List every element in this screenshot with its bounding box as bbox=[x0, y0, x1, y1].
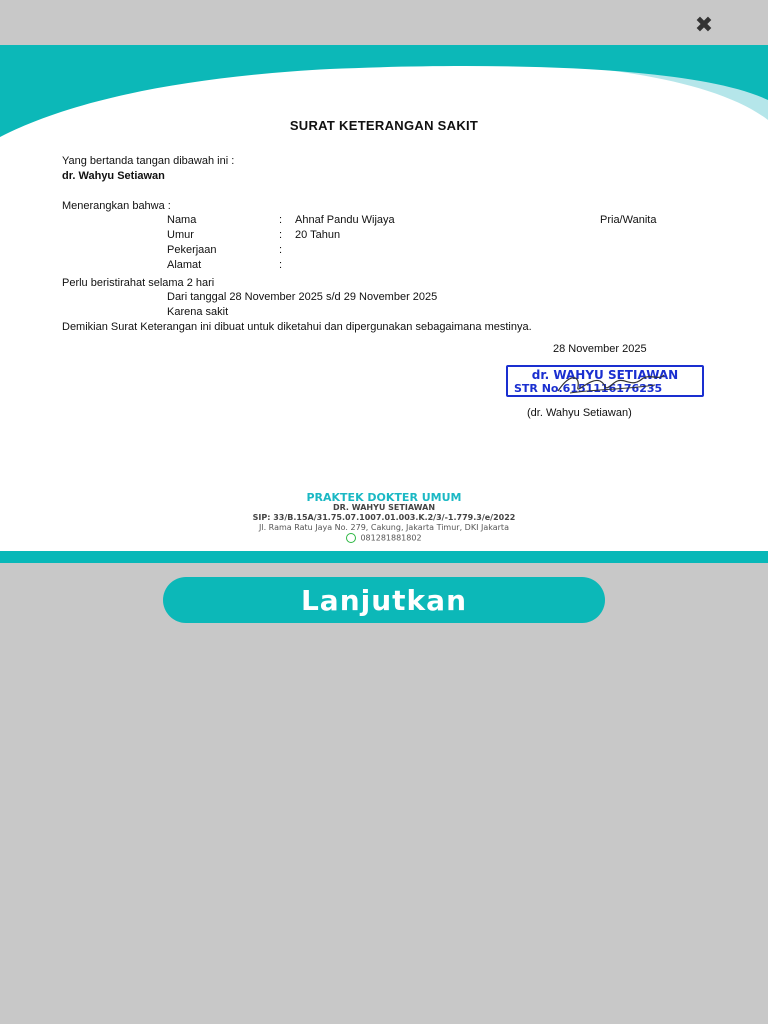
footer-phone-row bbox=[0, 533, 768, 543]
field-label-age: Umur bbox=[167, 229, 194, 241]
whatsapp-icon bbox=[346, 533, 356, 543]
close-button[interactable] bbox=[688, 12, 720, 38]
field-sep: : bbox=[279, 244, 283, 256]
field-label-job: Pekerjaan bbox=[167, 244, 217, 256]
field-sep: : bbox=[279, 214, 283, 226]
signer-name: (dr. Wahyu Setiawan) bbox=[527, 407, 632, 419]
field-label-address: Alamat bbox=[167, 259, 202, 271]
signature-scribble bbox=[550, 363, 670, 403]
doctor-name: dr. Wahyu Setiawan bbox=[62, 170, 165, 182]
stamp-str-number: STR No.6151116176235 bbox=[514, 382, 663, 395]
field-value-age: 20 Tahun bbox=[295, 229, 341, 241]
footer-doctor: DR. WAHYU SETIAWAN bbox=[332, 503, 436, 512]
field-sep: : bbox=[279, 259, 283, 271]
sick-letter-document bbox=[0, 45, 768, 563]
explains-text: Menerangkan bahwa : bbox=[62, 200, 171, 212]
close-icon: ✖ bbox=[694, 12, 714, 38]
footer-address: Jl. Rama Ratu Jaya No. 279, Cakung, Jakarta Timur, DKI Jakarta bbox=[259, 523, 509, 532]
gender-text: Pria/Wanita bbox=[600, 214, 657, 226]
field-label-name: Nama bbox=[167, 214, 197, 226]
footer-phone: 08128188180​2 bbox=[360, 533, 422, 543]
footer-sip: SIP: 33/B.15A/31.75.07.1007.01.003.K.2/3/-1.779.3/e/2022 bbox=[252, 513, 516, 522]
intro-text: Yang bertanda tangan dibawah ini : bbox=[62, 155, 235, 167]
dates-text: Dari tanggal 28 November 2025 s/d 29 November 2025 bbox=[167, 291, 438, 303]
closing-text: Demikian Surat Keterangan ini dibuat untuk diketahui dan dipergunakan sebagaimana mestinya. bbox=[62, 321, 532, 333]
continue-button[interactable]: Lanjutkan bbox=[163, 577, 605, 623]
reason-text: Karena sakit bbox=[167, 306, 229, 318]
field-sep: : bbox=[279, 229, 283, 241]
rest-text: Perlu beristirahat selama 2 hari bbox=[62, 277, 215, 289]
stamp-name: dr. WAHYU SETIAWAN bbox=[531, 368, 679, 382]
field-value-name: Ahnaf Pandu Wijaya bbox=[295, 214, 395, 226]
practice-name: PRAKTEK DOKTER UMUM bbox=[306, 491, 462, 504]
footer-bar bbox=[0, 551, 768, 563]
letter-title: SURAT KETERANGAN SAKIT bbox=[289, 118, 479, 133]
letter-date: 28 November 2025 bbox=[553, 343, 647, 355]
